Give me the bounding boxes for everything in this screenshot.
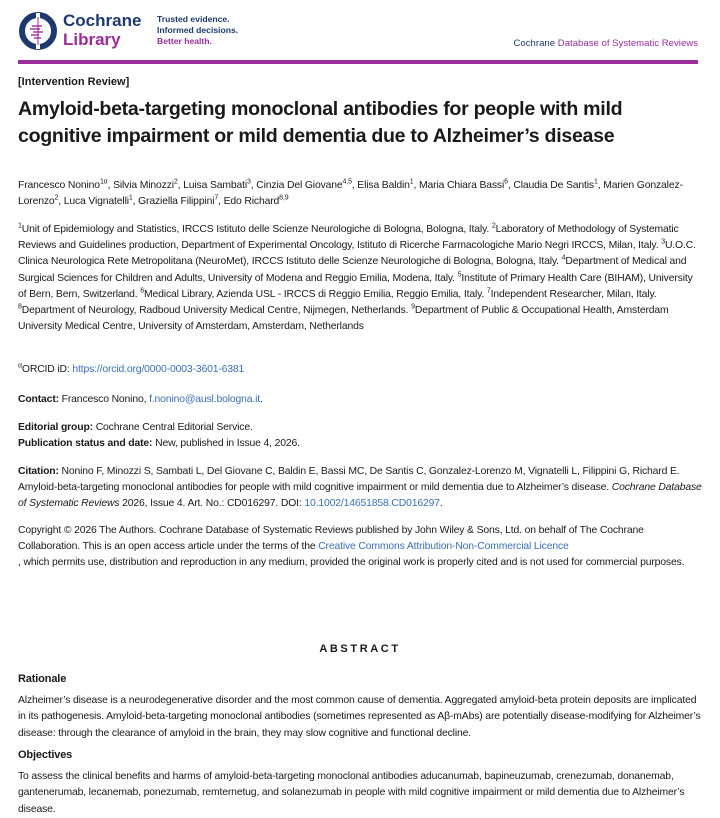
author: Cinzia Del Giovane xyxy=(256,180,343,191)
review-type: [Intervention Review] xyxy=(18,76,130,88)
author-affiliation-marker: 2 xyxy=(54,194,59,202)
orcid-label: ORCID iD: xyxy=(21,364,73,375)
author-affiliation-marker: 1 xyxy=(593,178,598,186)
editorial-value: Cochrane Central Editorial Service. xyxy=(92,422,253,433)
affiliations xyxy=(18,222,702,335)
journal-name xyxy=(513,38,698,49)
header-divider xyxy=(18,60,698,64)
punctuation: . xyxy=(439,498,443,510)
page-title: Amyloid-beta-targeting monoclonal antibodies for people with mild cognitive impairment or mild dementia due to Alzheimer’s disease xyxy=(18,98,623,147)
editorial-label: Editorial group: xyxy=(18,422,93,433)
author: Marien Gonzalez-Lorenzo xyxy=(18,180,683,208)
contact-line xyxy=(18,392,263,408)
affiliation-number: 5 xyxy=(457,271,462,279)
orcid-marker: α xyxy=(18,362,22,370)
author-affiliation-marker: 3 xyxy=(247,178,251,186)
affiliation: Unit of Epidemiology and Statistics, IRCCS Istituto delle Scienze Neurologiche di Bologna, Bologna, Italy. xyxy=(21,224,490,235)
publication-value: New, published in Issue 4, 2026. xyxy=(152,438,300,450)
author: Silvia Minozzi xyxy=(113,180,174,191)
contact-label: Contact: xyxy=(18,394,59,405)
affiliation-number: 6 xyxy=(140,287,145,295)
contact-name: Francesco Nonino, xyxy=(58,394,150,405)
orcid-line xyxy=(18,362,244,378)
affiliation-number: 1 xyxy=(18,222,22,230)
licence-link[interactable]: Creative Commons Attribution-Non-Commercial Licence xyxy=(318,541,569,553)
affiliation-number: 7 xyxy=(486,287,491,295)
author: Luca Vignatelli xyxy=(63,196,129,208)
affiliation: Medical Library, Azienda USL - IRCCS di Reggio Emilia, Reggio Emilia, Italy. xyxy=(144,288,485,300)
journal-prefix: Cochrane xyxy=(513,38,556,49)
copyright xyxy=(18,523,690,572)
affiliation-number: 9 xyxy=(411,303,415,311)
section-text: To assess the clinical benefits and harms of amyloid-beta-targeting monoclonal antibodies aducanumab, bapineuzumab, crenezumab, donanemab, gantenerumab, lecanemab, ponezumab, remternetug, and solanezumab in people with mild cognitive impairment or mild dementia due to Alzheimer’s disease. xyxy=(18,771,685,815)
author-affiliation-marker: 8,9 xyxy=(279,194,289,202)
editorial-info xyxy=(18,420,300,452)
affiliation: Institute of Primary Health Care (BIHAM), University of Bern, Bern, Switzerland. xyxy=(18,272,693,300)
copyright-rest: , which permits use, distribution and reproduction in any medium, provided the original work is properly cited and is not used for commercial purposes. xyxy=(18,557,685,569)
tagline-line: Informed decisions. xyxy=(157,25,239,35)
affiliation-number: 4 xyxy=(561,254,566,262)
tagline-line: Trusted evidence. xyxy=(157,14,230,24)
author-affiliation-marker: 4,5 xyxy=(342,178,352,186)
affiliation: Department of Neurology, Radboud University Medical Centre, Nijmegen, Netherlands. xyxy=(21,305,409,317)
affiliation: Department of Medical and Surgical Sciences for Children and Adults, University of Modena and Reggio Emilia, Modena, Italy. xyxy=(18,256,687,284)
citation-label: Citation: xyxy=(18,466,59,477)
publication-status xyxy=(18,436,300,452)
abstract-rationale xyxy=(18,671,702,742)
author-affiliation-marker: 7 xyxy=(214,194,219,202)
affiliation: Department of Public & Occupational Health, Amsterdam University Medical Centre, University of Amsterdam, Amsterdam, Netherlands xyxy=(18,305,669,333)
author: Elisa Baldin xyxy=(357,180,410,191)
affiliation-number: 8 xyxy=(18,303,22,311)
affiliation-number: 2 xyxy=(491,222,496,230)
citation xyxy=(18,464,702,513)
logo-word-cochrane: Cochrane xyxy=(63,11,142,30)
section-heading: Objectives xyxy=(18,749,73,761)
affiliation: U.O.C. Clinica Neurologica Rete Metropolitana (NeuroMet), IRCCS Istituto delle Scienze Neurologiche di Bologna, Bologna, Italy. xyxy=(18,240,696,268)
affiliation: Laboratory of Methodology of Systematic Reviews and Guidelines production, Department of Experimental Oncology, Istituto di Ricerche Farmacologiche Mario Negri IRCCS, Milan, Italy. xyxy=(18,224,679,252)
cochrane-logo-icon xyxy=(18,11,58,51)
citation-text: Nonino F, Minozzi S, Sambati L, Del Giovane C, Baldin E, Bassi MC, De Santis C, Gonzalez-Lorenzo M, Vignatelli L, Filippini G, Richard E. Amyloid-beta-targeting monoclonal antibodies for people with mild cognitive impairment or mild dementia due to Alzheimer’s disease. xyxy=(18,466,680,494)
doi-link[interactable]: 10.1002/14651858.CD016297 xyxy=(304,498,440,510)
publication-label: Publication status and date: xyxy=(18,438,153,450)
logo-word-library: Library xyxy=(63,30,121,49)
copyright-text: Copyright © 2026 The Authors. Cochrane Database of Systematic Reviews published by John Wiley & Sons, Ltd. on behalf of The Cochrane Collaboration. This is an open access article under the terms of the xyxy=(18,525,644,553)
citation-rest: 2026, Issue 4. Art. No.: CD016297. DOI: xyxy=(119,498,305,510)
affiliation-number: 3 xyxy=(661,238,665,246)
author: Edo Richard xyxy=(223,196,280,208)
author-affiliation-marker: 1 xyxy=(409,178,414,186)
punctuation: . xyxy=(260,394,263,405)
orcid-link[interactable]: https://orcid.org/0000-0003-3601-6381 xyxy=(72,364,245,375)
author-affiliation-marker: 1α xyxy=(99,178,108,186)
affiliation: Independent Researcher, Milan, Italy. xyxy=(490,288,657,300)
author-affiliation-marker: 2 xyxy=(173,178,178,186)
journal-title: Database of Systematic Reviews xyxy=(557,38,698,49)
abstract-heading: ABSTRACT xyxy=(319,643,401,655)
abstract-objectives xyxy=(18,747,702,818)
author-list: Francesco Nonino$^{1\alpha}$, Silvia Minozzi$^2$, Luisa Sambati$^3$, Cinzia Del Giovane$^{4,5}$, Elisa Baldin$^1$, Maria Chiara Bassi$^6$, Claudia De Santis$^1$, Marien Gonzalez-Lorenzo$^2$, Luca Vignatelli$^1$, Graziella Filippini$^7$, Edo Richard$^{8,9}$ xyxy=(18,178,683,208)
author: Maria Chiara Bassi xyxy=(419,180,505,191)
author: Graziella Filippini xyxy=(138,196,215,208)
author: Francesco Nonino xyxy=(18,180,100,191)
section-text: Alzheimer’s disease is a neurodegenerative disorder and the most common cause of dementia. Aggregated amyloid-beta protein deposits are implicated in its pathogenesis. Amyloid-beta-targeting monoclonal antibodies (sometimes represented as Aβ-mAbs) are potentially disease-modifying for Alzheimer’s disease: through the clearance of amyloid in the brain, they may slow cognitive and functional decline. xyxy=(18,695,701,739)
tagline xyxy=(157,14,238,47)
tagline-line: Better health. xyxy=(157,36,212,46)
author-affiliation-marker: 1 xyxy=(128,194,133,202)
author: Luisa Sambati xyxy=(183,180,248,191)
author: Claudia De Santis xyxy=(513,180,594,191)
editorial-group xyxy=(18,420,300,436)
citation-journal: Cochrane Database of Systematic Reviews xyxy=(18,482,702,510)
section-heading: Rationale xyxy=(18,673,67,685)
author-affiliation-marker: 6 xyxy=(504,178,508,186)
contact-email-link[interactable]: f.nonino@ausl.bologna.it xyxy=(149,394,261,405)
cochrane-logo[interactable] xyxy=(18,10,142,52)
